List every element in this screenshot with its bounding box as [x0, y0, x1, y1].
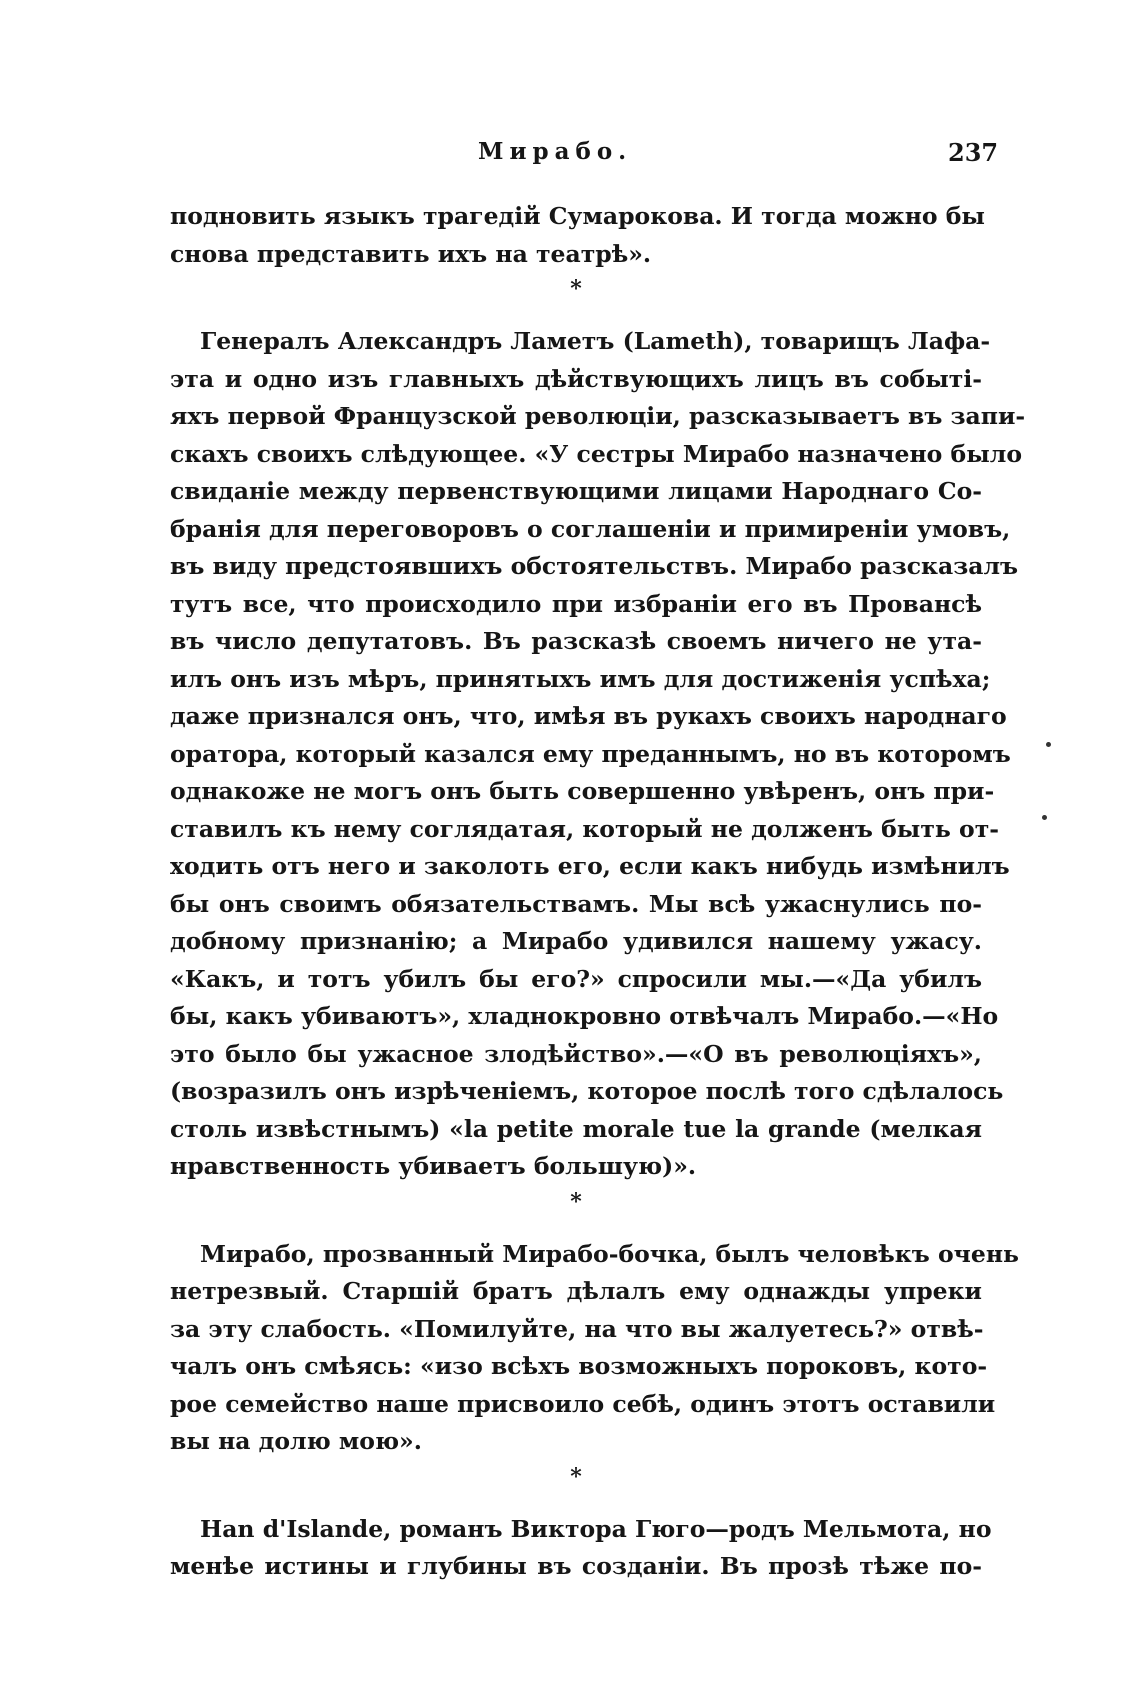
- text-line: ставилъ къ нему соглядатая, который не долженъ быть от-: [170, 814, 1000, 843]
- text-line: (возразилъ онъ изрѣченіемъ, которое послѣ того сдѣлалось: [170, 1077, 1004, 1105]
- margin-speck: [1042, 815, 1047, 820]
- text-line: Генералъ Александръ Ламетъ (Lameth), товарищъ Лафа-: [200, 327, 991, 355]
- text-line: оратора, который казался ему преданнымъ, но въ которомъ: [170, 739, 1011, 768]
- text-line: менѣе истины и глубины въ созданіи. Въ прозѣ тѣже по-: [170, 1552, 982, 1580]
- text-line: эта и одно изъ главныхъ дѣйствующихъ лицъ въ событі-: [170, 364, 982, 393]
- text-line: за эту слабость. «Помилуйте, на что вы жалуетесь?» отвѣ-: [170, 1314, 984, 1343]
- text-line: скахъ своихъ слѣдующее. «У сестры Мирабо назначено было: [170, 439, 1022, 468]
- text-line: снова представить ихъ на театрѣ».: [170, 239, 652, 268]
- text-line: тутъ все, что происходило при избраніи его въ Провансѣ: [170, 589, 982, 618]
- text-line: столь извѣстнымъ) «la petite morale tue la grande (мелкая: [170, 1114, 982, 1143]
- text-line: въ число депутатовъ. Въ разсказѣ своемъ ничего не ута-: [170, 627, 982, 655]
- paragraph-mirabeau-barrel: [170, 1236, 1019, 1461]
- section-separator: *: [570, 1463, 582, 1490]
- text-line: чалъ онъ смѣясь: «изо всѣхъ возможныхъ пороковъ, кото-: [170, 1352, 988, 1380]
- running-title: Мирабо.: [478, 138, 633, 165]
- paragraph-lameth: [170, 323, 1026, 1186]
- text-line: свиданіе между первенствующими лицами Народнаго Со-: [170, 477, 982, 505]
- section-separator: *: [570, 1188, 582, 1215]
- text-line: бы, какъ убиваютъ», хладнокровно отвѣчалъ Мирабо.—«Но: [170, 1002, 999, 1030]
- text-line: яхъ первой Французской революціи, разсказываетъ въ запи-: [170, 402, 1026, 430]
- text-line: «Какъ, и тотъ убилъ бы его?» спросили мы.—«Да убилъ: [170, 964, 982, 993]
- text-line: бранія для переговоровъ о соглашеніи и примиреніи умовъ,: [170, 514, 1011, 543]
- paragraph-continuation: [170, 198, 985, 273]
- text-line: Мирабо, прозванный Мирабо-бочка, былъ человѣкъ очень: [200, 1239, 1019, 1268]
- paragraph-han-d-islande: [170, 1511, 992, 1586]
- text-line: рое семейство наше присвоило себѣ, одинъ этотъ оставили: [170, 1389, 996, 1418]
- section-separator: *: [570, 276, 582, 302]
- text-line: добному признанію; а Мирабо удивился нашему ужасу.: [170, 927, 982, 955]
- text-line: ходить отъ него и заколоть его, если какъ нибудь измѣнилъ: [170, 852, 1010, 880]
- text-line: въ виду предстоявшихъ обстоятельствъ. Мирабо разсказалъ: [170, 552, 1019, 580]
- page-number: 237: [948, 138, 999, 167]
- text-line: это было бы ужасное злодѣйство».—«О въ революціяхъ»,: [170, 1039, 982, 1068]
- text-line: даже признался онъ, что, имѣя въ рукахъ своихъ народнаго: [170, 702, 1007, 730]
- text-line: нетрезвый. Старшій братъ дѣлалъ ему однажды упреки: [170, 1277, 982, 1305]
- text-line: подновить языкъ трагедій Сумарокова. И тогда можно бы: [170, 202, 985, 230]
- margin-speck: [1046, 742, 1051, 747]
- text-line: нравственность убиваетъ большую)».: [170, 1152, 697, 1180]
- text-line: Han d'Islande, романъ Виктора Гюго—родъ Мельмота, но: [200, 1514, 992, 1543]
- text-line: бы онъ своимъ обязательствамъ. Мы всѣ ужаснулись по-: [170, 889, 982, 918]
- text-line: вы на долю мою».: [170, 1427, 422, 1455]
- text-block: [170, 198, 1026, 1586]
- text-line: однакоже не могъ онъ быть совершенно увѣренъ, онъ при-: [170, 777, 995, 805]
- running-head: [0, 138, 1140, 178]
- text-line: илъ онъ изъ мѣръ, принятыхъ имъ для достиженія успѣха;: [170, 664, 991, 693]
